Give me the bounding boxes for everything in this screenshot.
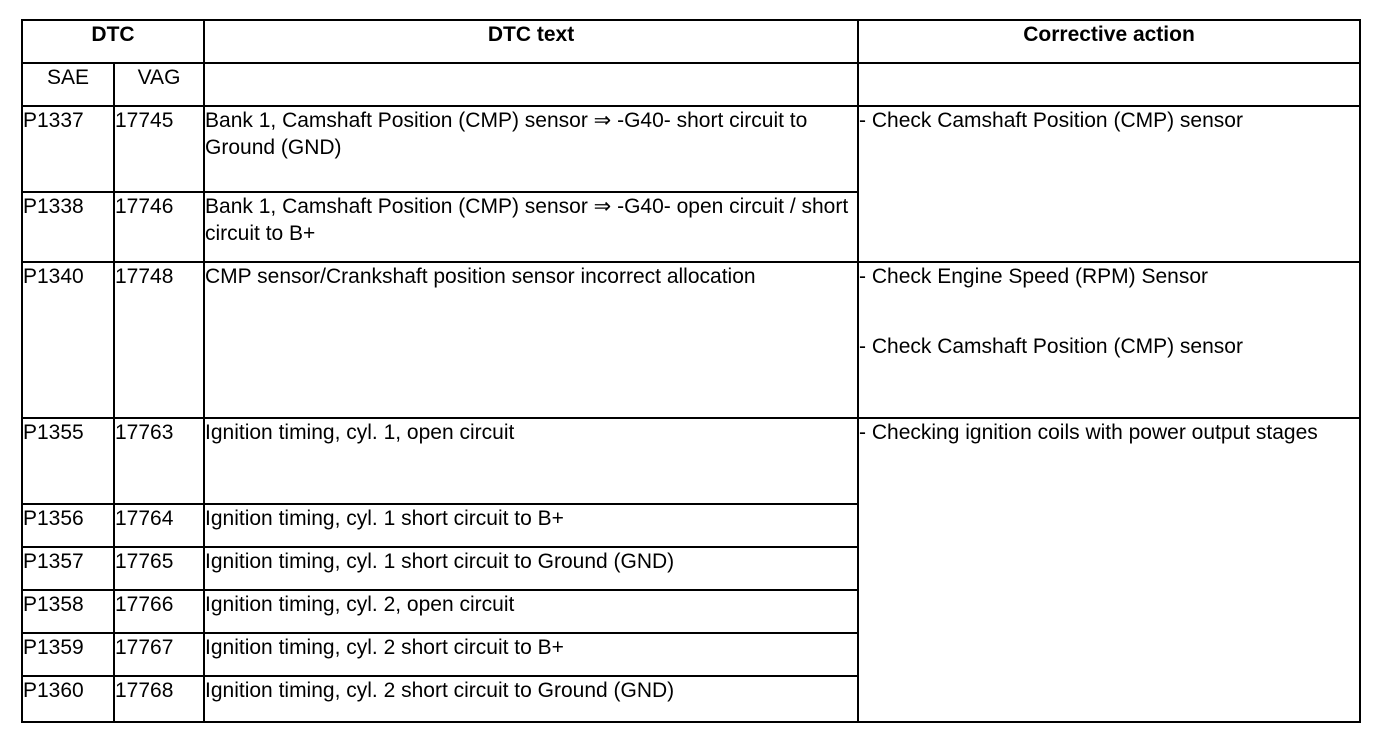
corrective-action: - Check Camshaft Position (CMP) sensor <box>859 109 1243 132</box>
vag-code: 17768 <box>114 676 204 722</box>
sae-code: P1338 <box>22 192 114 262</box>
corrective-action: - Check Engine Speed (RPM) Sensor <box>859 265 1209 288</box>
corrective-action: - Check Camshaft Position (CMP) sensor <box>859 335 1243 358</box>
vag-code: 17767 <box>114 633 204 676</box>
dtc-text: CMP sensor/Crankshaft position sensor incorrect allocation <box>204 262 858 418</box>
vag-code: 17764 <box>114 504 204 547</box>
dtc-text: Ignition timing, cyl. 1 short circuit to B+ <box>204 504 858 547</box>
sae-code: P1360 <box>22 676 114 722</box>
dtc-table <box>21 19 1361 723</box>
header-dtc: DTC <box>22 20 204 63</box>
dtc-text: Ignition timing, cyl. 1, open circuit <box>204 418 858 504</box>
vag-code: 17766 <box>114 590 204 633</box>
table-row <box>22 418 1360 504</box>
sae-code: P1358 <box>22 590 114 633</box>
table-row <box>22 262 1360 418</box>
vag-code: 17748 <box>114 262 204 418</box>
table-row <box>22 106 1360 192</box>
header-blank-cell <box>204 63 858 106</box>
vag-code: 17746 <box>114 192 204 262</box>
corrective-action-cell <box>858 418 1360 722</box>
sae-code: P1355 <box>22 418 114 504</box>
header-corrective-action: Corrective action <box>858 20 1360 63</box>
sae-code: P1356 <box>22 504 114 547</box>
dtc-text: Bank 1, Camshaft Position (CMP) sensor ⇒ -G40- short circuit to Ground (GND) <box>204 106 858 192</box>
header-sae: SAE <box>22 63 114 106</box>
sae-code: P1340 <box>22 262 114 418</box>
sae-code: P1337 <box>22 106 114 192</box>
sae-code: P1359 <box>22 633 114 676</box>
dtc-text: Ignition timing, cyl. 2 short circuit to B+ <box>204 633 858 676</box>
vag-code: 17763 <box>114 418 204 504</box>
dtc-text: Ignition timing, cyl. 1 short circuit to Ground (GND) <box>204 547 858 590</box>
vag-code: 17745 <box>114 106 204 192</box>
header-blank-cell <box>858 63 1360 106</box>
header-vag: VAG <box>114 63 204 106</box>
dtc-text: Ignition timing, cyl. 2 short circuit to Ground (GND) <box>204 676 858 722</box>
corrective-action-cell <box>858 106 1360 262</box>
dtc-text: Ignition timing, cyl. 2, open circuit <box>204 590 858 633</box>
sae-code: P1357 <box>22 547 114 590</box>
dtc-text: Bank 1, Camshaft Position (CMP) sensor ⇒ -G40- open circuit / short circuit to B+ <box>204 192 858 262</box>
corrective-action: - Checking ignition coils with power output stages <box>859 421 1318 444</box>
vag-code: 17765 <box>114 547 204 590</box>
corrective-action-cell <box>858 262 1360 418</box>
header-dtc-text: DTC text <box>204 20 858 63</box>
